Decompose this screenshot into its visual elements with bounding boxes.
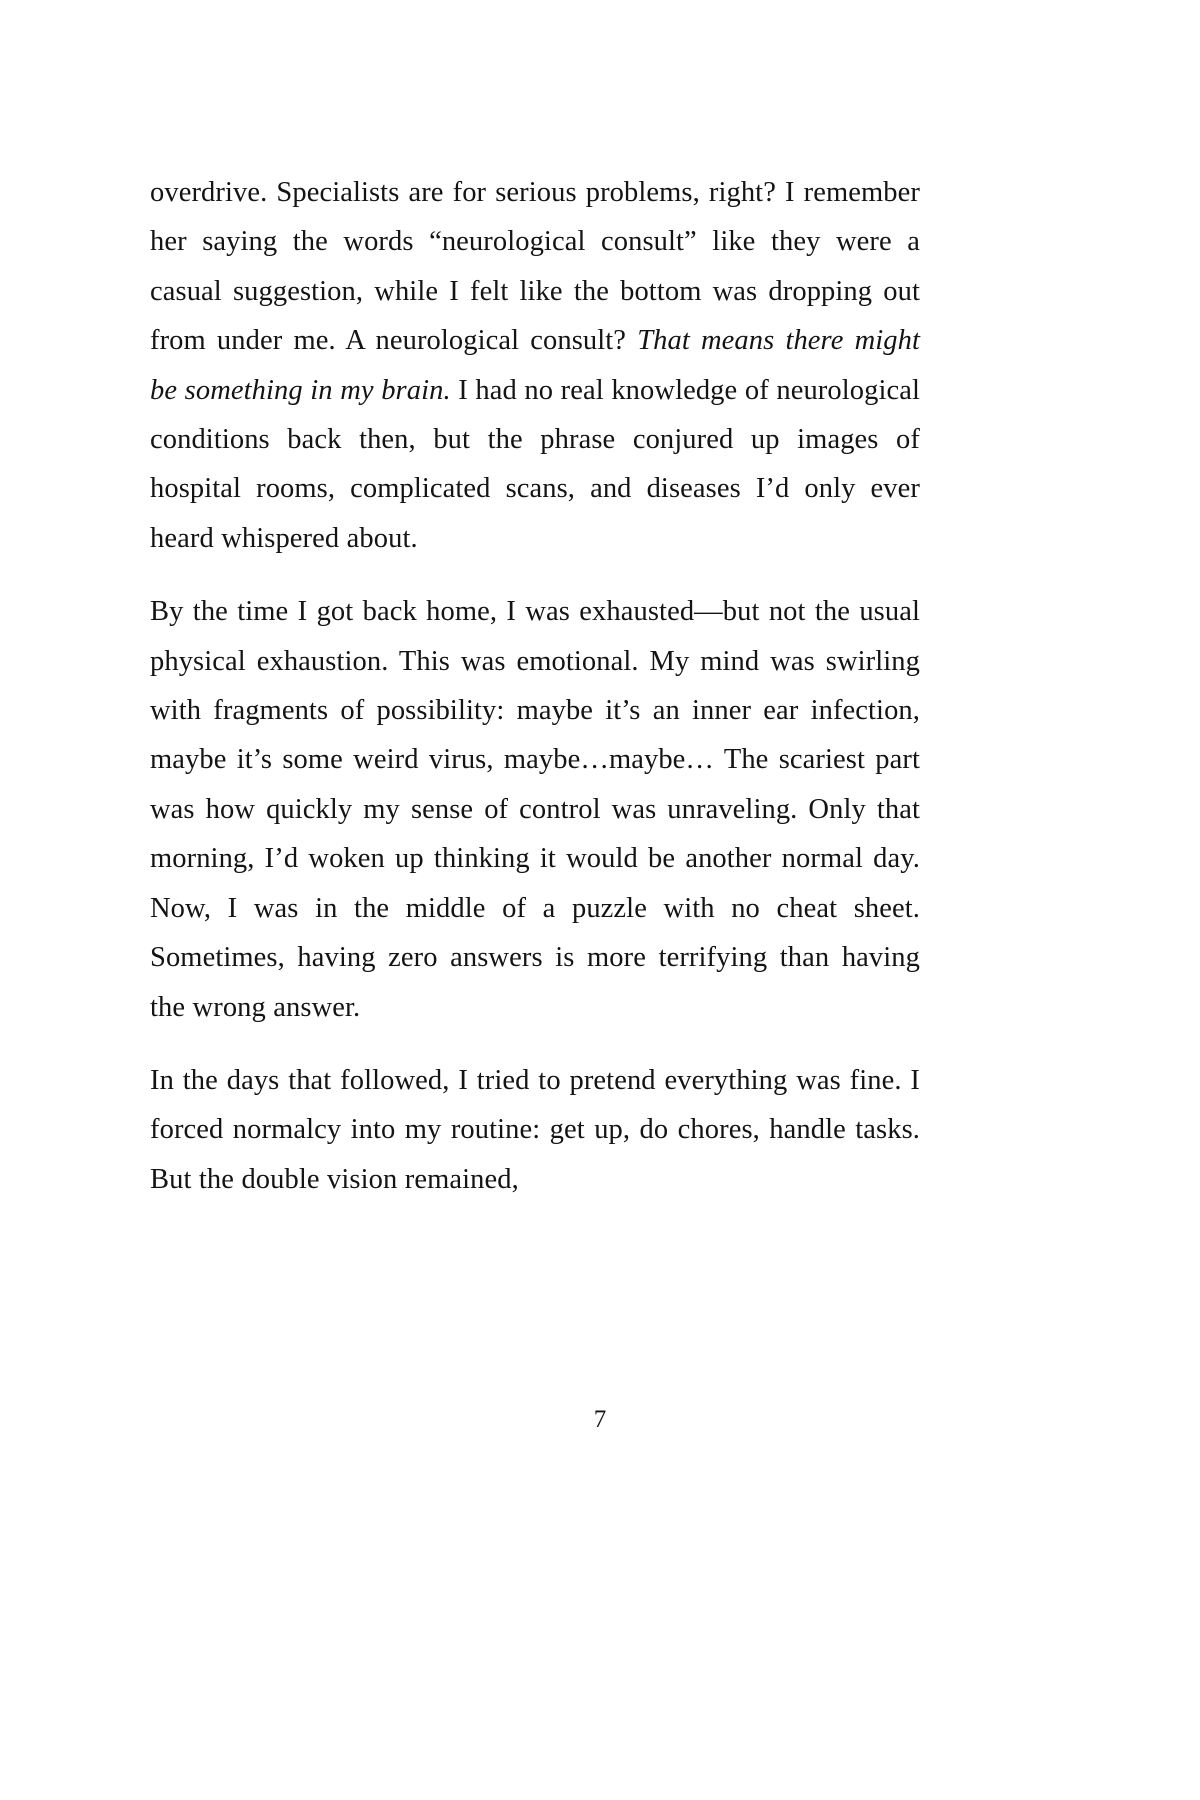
page-body-text <box>150 168 920 1204</box>
page-number: 7 <box>593 1406 607 1433</box>
paragraph-3-segment-1: In the days that followed, I tried to pretend everything was fine. I forced normalcy into my routine: get up, do chores, handle tasks. But the double vision remained, <box>150 1064 920 1195</box>
paragraph-2 <box>150 587 920 1032</box>
paragraph-1-segment-3: I had no real knowledge of neurological conditions back then, but the phrase conjured up images of hospital rooms, complicated scans, and diseases I’d only ever heard whispered about. <box>150 374 920 554</box>
paragraph-1-segment-1: overdrive. Specialists are for serious problems, right? I remember her saying the words “neurological consult” like they were a casual suggestion, while I felt like the bottom was dropping out from under me. A neurological consult? <box>150 177 920 357</box>
paragraph-2-segment-1: By the time I got back home, I was exhausted—but not the usual physical exhaustion. This was emotional. My mind was swirling with fragments of possibility: maybe it’s an inner ear infection, maybe it’s some weird virus, maybe…maybe… The scariest part was how quickly my sense of control was unraveling. Only that morning, I’d woken up thinking it would be another normal day. Now, I was in the middle of a puzzle with no cheat sheet. Sometimes, having zero answers is more terrifying than having the wrong answer. <box>150 596 920 1023</box>
paragraph-1-italic-emphasis: That means there might be something in my brain. <box>150 325 920 406</box>
paragraph-1 <box>150 168 920 563</box>
paragraph-3 <box>150 1056 920 1204</box>
